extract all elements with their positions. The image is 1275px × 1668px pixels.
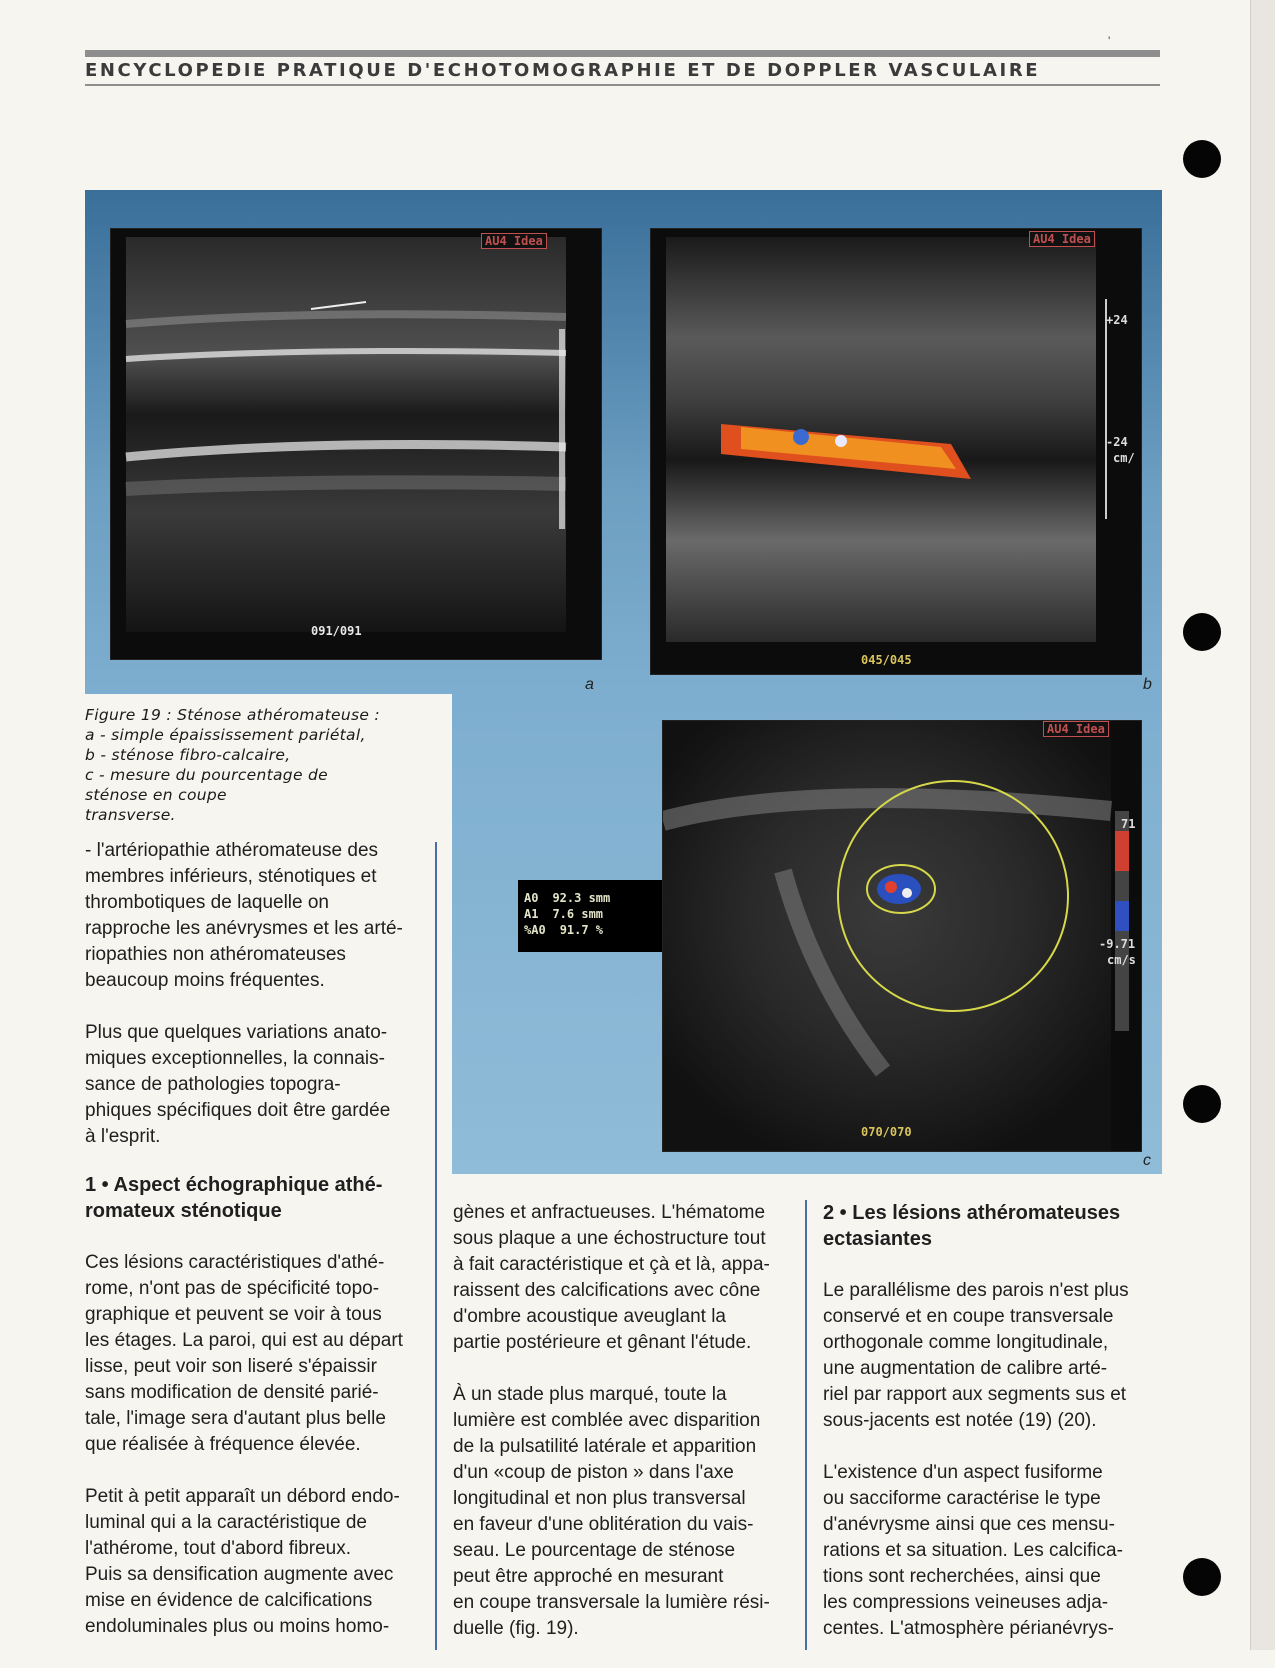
velocity-scale-unit: cm/ (1113, 451, 1135, 465)
text-line: Plus que quelques variations anato- (85, 1022, 388, 1043)
text-line: les étages. La paroi, qui est au départ (85, 1330, 403, 1351)
text-line: thrombotiques de laquelle on (85, 892, 330, 913)
text-line: graphique et peuvent se voir à tous (85, 1304, 382, 1325)
section-heading-2 (823, 1200, 1163, 1252)
measure-label: A1 (524, 907, 539, 921)
header-underline (85, 84, 1160, 86)
text-line: membres inférieurs, sténotiques et (85, 866, 377, 887)
text-line: phiques spécifiques doit être gardée (85, 1100, 391, 1121)
heading-line: ectasiantes (823, 1228, 932, 1250)
paragraph (453, 1382, 793, 1642)
text-line: tale, l'image sera d'autant plus belle (85, 1408, 386, 1429)
text-line: les compressions veineuses adja- (823, 1592, 1109, 1613)
text-line: Puis sa densification augmente avec (85, 1564, 394, 1585)
page-edge (1250, 0, 1275, 1650)
text-line: duelle (fig. 19). (453, 1618, 579, 1639)
text-line: longitudinal et non plus transversal (453, 1488, 746, 1509)
text-line: mise en évidence de calcifications (85, 1590, 373, 1611)
caption-line: c - mesure du pourcentage de (85, 766, 328, 784)
text-line: luminal qui a la caractéristique de (85, 1512, 367, 1533)
text-line: partie postérieure et gênant l'étude. (453, 1332, 752, 1353)
text-line: une augmentation de calibre arté- (823, 1358, 1108, 1379)
paragraph (85, 838, 425, 994)
header-rule (85, 50, 1160, 57)
text-line: d'un «coup de piston » dans l'axe (453, 1462, 734, 1483)
text-line: beaucoup moins fréquentes. (85, 970, 325, 991)
velocity-scale-unit: cm/s (1107, 953, 1136, 967)
text-line: - l'artériopathie athéromateuse des (85, 840, 379, 861)
ultrasound-panel-c (662, 720, 1142, 1152)
device-label: AU4 Idea (481, 233, 547, 249)
binder-hole (1183, 1085, 1221, 1123)
paragraph (823, 1460, 1163, 1642)
caption-line: b - sténose fibro-calcaire, (85, 746, 291, 764)
column-1-section (85, 1172, 425, 1666)
text-line: lumière est comblée avec disparition (453, 1410, 761, 1431)
measure-value: 7.6 smm (552, 907, 604, 921)
ultrasound-panel-b (650, 228, 1142, 675)
frame-counter: 070/070 (861, 1125, 912, 1139)
panel-letter-c: c (1143, 1152, 1151, 1169)
text-line: à fait caractéristique et çà et là, appa- (453, 1254, 770, 1275)
column-1-intro (85, 838, 425, 1176)
panel-letter-b: b (1143, 676, 1152, 693)
text-line: en faveur d'une oblitération du vais- (453, 1514, 754, 1535)
frame-counter: 091/091 (311, 624, 362, 638)
measure-value: 91.7 % (559, 923, 604, 937)
text-line: sous-jacents est notée (19) (20). (823, 1410, 1097, 1431)
text-line: seau. Le pourcentage de sténose (453, 1540, 736, 1561)
caption-line: sténose en coupe (85, 786, 227, 804)
measurement-readout (518, 880, 662, 952)
velocity-scale-min: -9.71 (1099, 937, 1136, 951)
measure-label: A0 (524, 891, 539, 905)
text-line: sance de pathologies topogra- (85, 1074, 341, 1095)
text-line: Le parallélisme des parois n'est plus (823, 1280, 1129, 1301)
frame-counter: 045/045 (861, 653, 912, 667)
text-line: miques exceptionnelles, la connais- (85, 1048, 385, 1069)
longitudinal-scan-image (111, 229, 601, 659)
text-line: riel par rapport aux segments sus et (823, 1384, 1127, 1405)
text-line: gènes et anfractueuses. L'hématome (453, 1202, 766, 1223)
corner-mark: ' (1108, 34, 1111, 48)
column-divider (805, 1200, 807, 1650)
measure-value: 92.3 smm (552, 891, 611, 905)
text-line: Ces lésions caractéristiques d'athé- (85, 1252, 385, 1273)
text-line: tions sont recherchées, ainsi que (823, 1566, 1101, 1587)
caption-line: a - simple épaississement pariétal, (85, 726, 366, 744)
device-label: AU4 Idea (1029, 231, 1095, 247)
heading-line: 1 • Aspect échographique athé- (85, 1174, 383, 1196)
text-line: lisse, peut voir son liseré s'épaissir (85, 1356, 377, 1377)
doppler-scan-image (651, 229, 1141, 674)
text-line: sous plaque a une échostructure tout (453, 1228, 766, 1249)
text-line: orthogonale comme longitudinale, (823, 1332, 1109, 1353)
text-line: centes. L'atmosphère périanévrys- (823, 1618, 1114, 1639)
binder-hole (1183, 613, 1221, 651)
velocity-scale-min: -24 (1106, 435, 1128, 449)
paragraph (85, 1020, 425, 1150)
transverse-scan-image (663, 721, 1141, 1151)
panel-letter-a: a (585, 676, 594, 693)
text-line: Petit à petit apparaît un débord endo- (85, 1486, 400, 1507)
column-3 (823, 1200, 1163, 1668)
text-line: riopathies non athéromateuses (85, 944, 346, 965)
text-line: rapproche les anévrysmes et les arté- (85, 918, 403, 939)
velocity-scale-max: 71 (1121, 817, 1136, 831)
column-divider (435, 842, 437, 1650)
text-line: que réalisée à fréquence élevée. (85, 1434, 361, 1455)
column-2 (453, 1200, 793, 1668)
text-line: rome, n'ont pas de spécificité topo- (85, 1278, 380, 1299)
measure-label: %A0 (524, 923, 546, 937)
text-line: ou sacciforme caractérise le type (823, 1488, 1101, 1509)
caption-line: transverse. (85, 806, 176, 824)
text-line: rations et sa situation. Les calcifica- (823, 1540, 1123, 1561)
text-line: à l'esprit. (85, 1126, 161, 1147)
section-heading-1 (85, 1172, 425, 1224)
device-label: AU4 Idea (1043, 721, 1109, 737)
binder-hole (1183, 1558, 1221, 1596)
running-header: ENCYCLOPEDIE PRATIQUE D'ECHOTOMOGRAPHIE ET DE DOPPLER VASCULAIRE (85, 60, 1041, 81)
text-line: d'ombre acoustique aveuglant la (453, 1306, 726, 1327)
text-line: en coupe transversale la lumière rési- (453, 1592, 770, 1613)
paragraph (823, 1278, 1163, 1434)
text-line: L'existence d'un aspect fusiforme (823, 1462, 1103, 1483)
text-line: sans modification de densité parié- (85, 1382, 379, 1403)
ultrasound-panel-a (110, 228, 602, 660)
text-line: de la pulsatilité latérale et apparition (453, 1436, 757, 1457)
text-line: À un stade plus marqué, toute la (453, 1384, 727, 1405)
text-line: raissent des calcifications avec cône (453, 1280, 761, 1301)
text-line: l'athérome, tout d'abord fibreux. (85, 1538, 352, 1559)
heading-line: 2 • Les lésions athéromateuses (823, 1202, 1121, 1224)
text-line: d'anévrysme ainsi que ces mensu- (823, 1514, 1115, 1535)
text-line: endoluminales plus ou moins homo- (85, 1616, 390, 1637)
caption-line: Figure 19 : Sténose athéromateuse : (85, 706, 380, 724)
heading-line: romateux sténotique (85, 1200, 282, 1222)
text-line: peut être approché en mesurant (453, 1566, 724, 1587)
text-line: conservé et en coupe transversale (823, 1306, 1114, 1327)
figure-caption (85, 705, 445, 825)
paragraph (85, 1250, 425, 1458)
paragraph (453, 1200, 793, 1356)
binder-hole (1183, 140, 1221, 178)
velocity-scale-max: +24 (1106, 313, 1128, 327)
paragraph (85, 1484, 425, 1640)
